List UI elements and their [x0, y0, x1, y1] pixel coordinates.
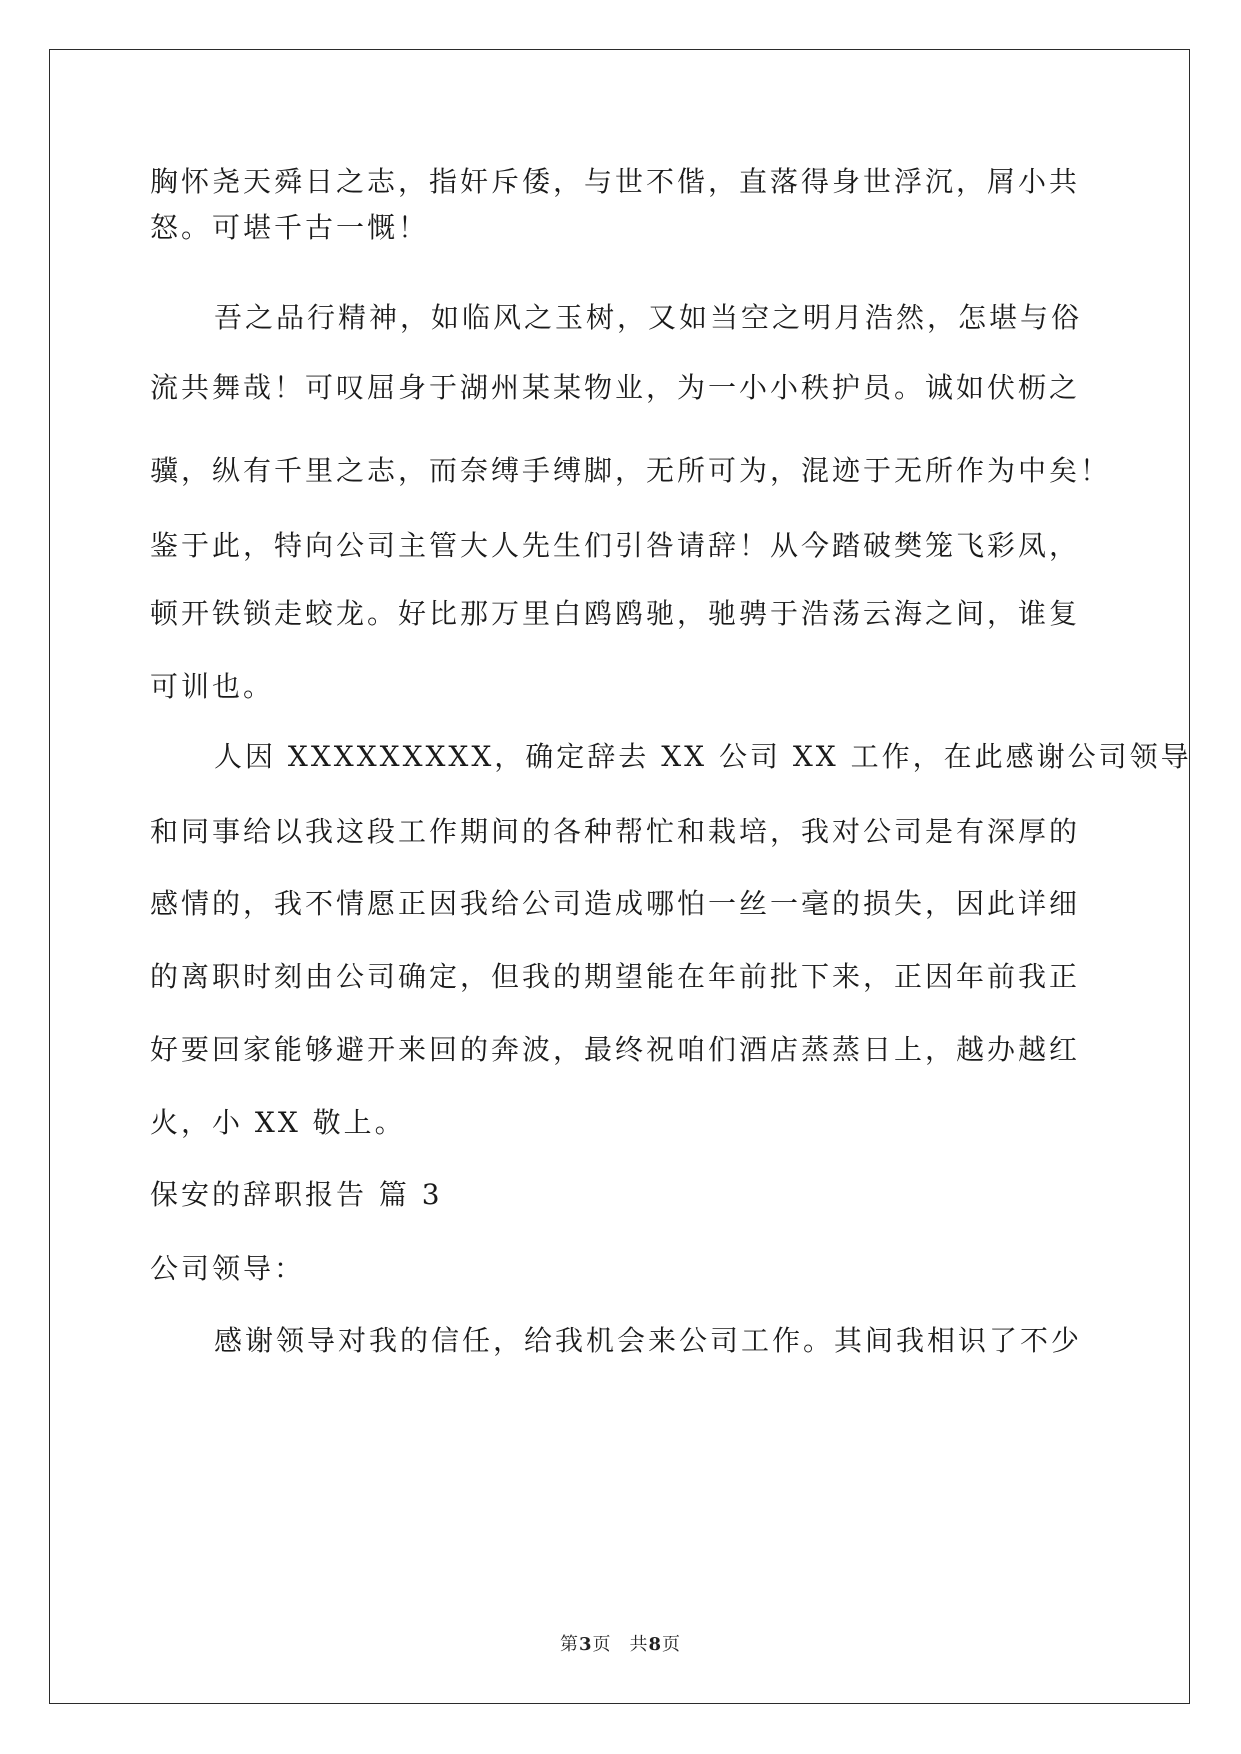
text-line: 可训也。 — [150, 670, 275, 703]
text-line: 流共舞哉！可叹屈身于湖州某某物业，为一小小秩护员。诚如伏枥之 — [150, 371, 1081, 404]
text-line: 好要回家能够避开来回的奔波，最终祝咱们酒店蒸蒸日上，越办越红 — [150, 1033, 1081, 1066]
section-heading: 保安的辞职报告 篇 3 — [150, 1178, 443, 1211]
text-line: 骥，纵有千里之志，而奈缚手缚脚，无所可为，混迹于无所作为中矣！ — [150, 454, 1112, 487]
text-line: 和同事给以我这段工作期间的各种帮忙和栽培，我对公司是有深厚的 — [150, 815, 1081, 848]
salutation: 公司领导： — [150, 1252, 306, 1285]
text-line: 人因 XXXXXXXXX，确定辞去 XX 公司 XX 工作，在此感谢公司领导 — [214, 740, 1192, 773]
text-line: 顿开铁锁走蛟龙。好比那万里白鸥鸥驰，驰骋于浩荡云海之间，谁复 — [150, 597, 1081, 630]
total-page-number: 8 — [648, 1634, 663, 1655]
text-line: 鉴于此，特向公司主管大人先生们引咎请辞！从今踏破樊笼飞彩凤， — [150, 529, 1081, 562]
text-line: 火，小 XX 敬上。 — [150, 1106, 406, 1139]
text-line: 吾之品行精神，如临风之玉树，又如当空之明月浩然，怎堪与俗 — [214, 301, 1083, 334]
text-line: 胸怀尧天舜日之志，指奸斥倭，与世不偕，直落得身世浮沉，屑小共 — [150, 165, 1081, 198]
text-line: 怒。可堪千古一慨！ — [150, 211, 430, 244]
current-page-number: 3 — [578, 1634, 593, 1655]
text-line: 感情的，我不情愿正因我给公司造成哪怕一丝一毫的损失，因此详细 — [150, 887, 1081, 920]
page-label-suffix: 页 — [592, 1634, 612, 1655]
page-label-prefix: 第 — [559, 1634, 579, 1655]
text-line: 的离职时刻由公司确定，但我的期望能在年前批下来，正因年前我正 — [150, 960, 1081, 993]
page-footer — [0, 1630, 1241, 1656]
text-line: 感谢领导对我的信任，给我机会来公司工作。其间我相识了不少 — [214, 1324, 1083, 1357]
total-label-prefix: 共 — [629, 1634, 649, 1655]
total-label-suffix: 页 — [662, 1634, 682, 1655]
